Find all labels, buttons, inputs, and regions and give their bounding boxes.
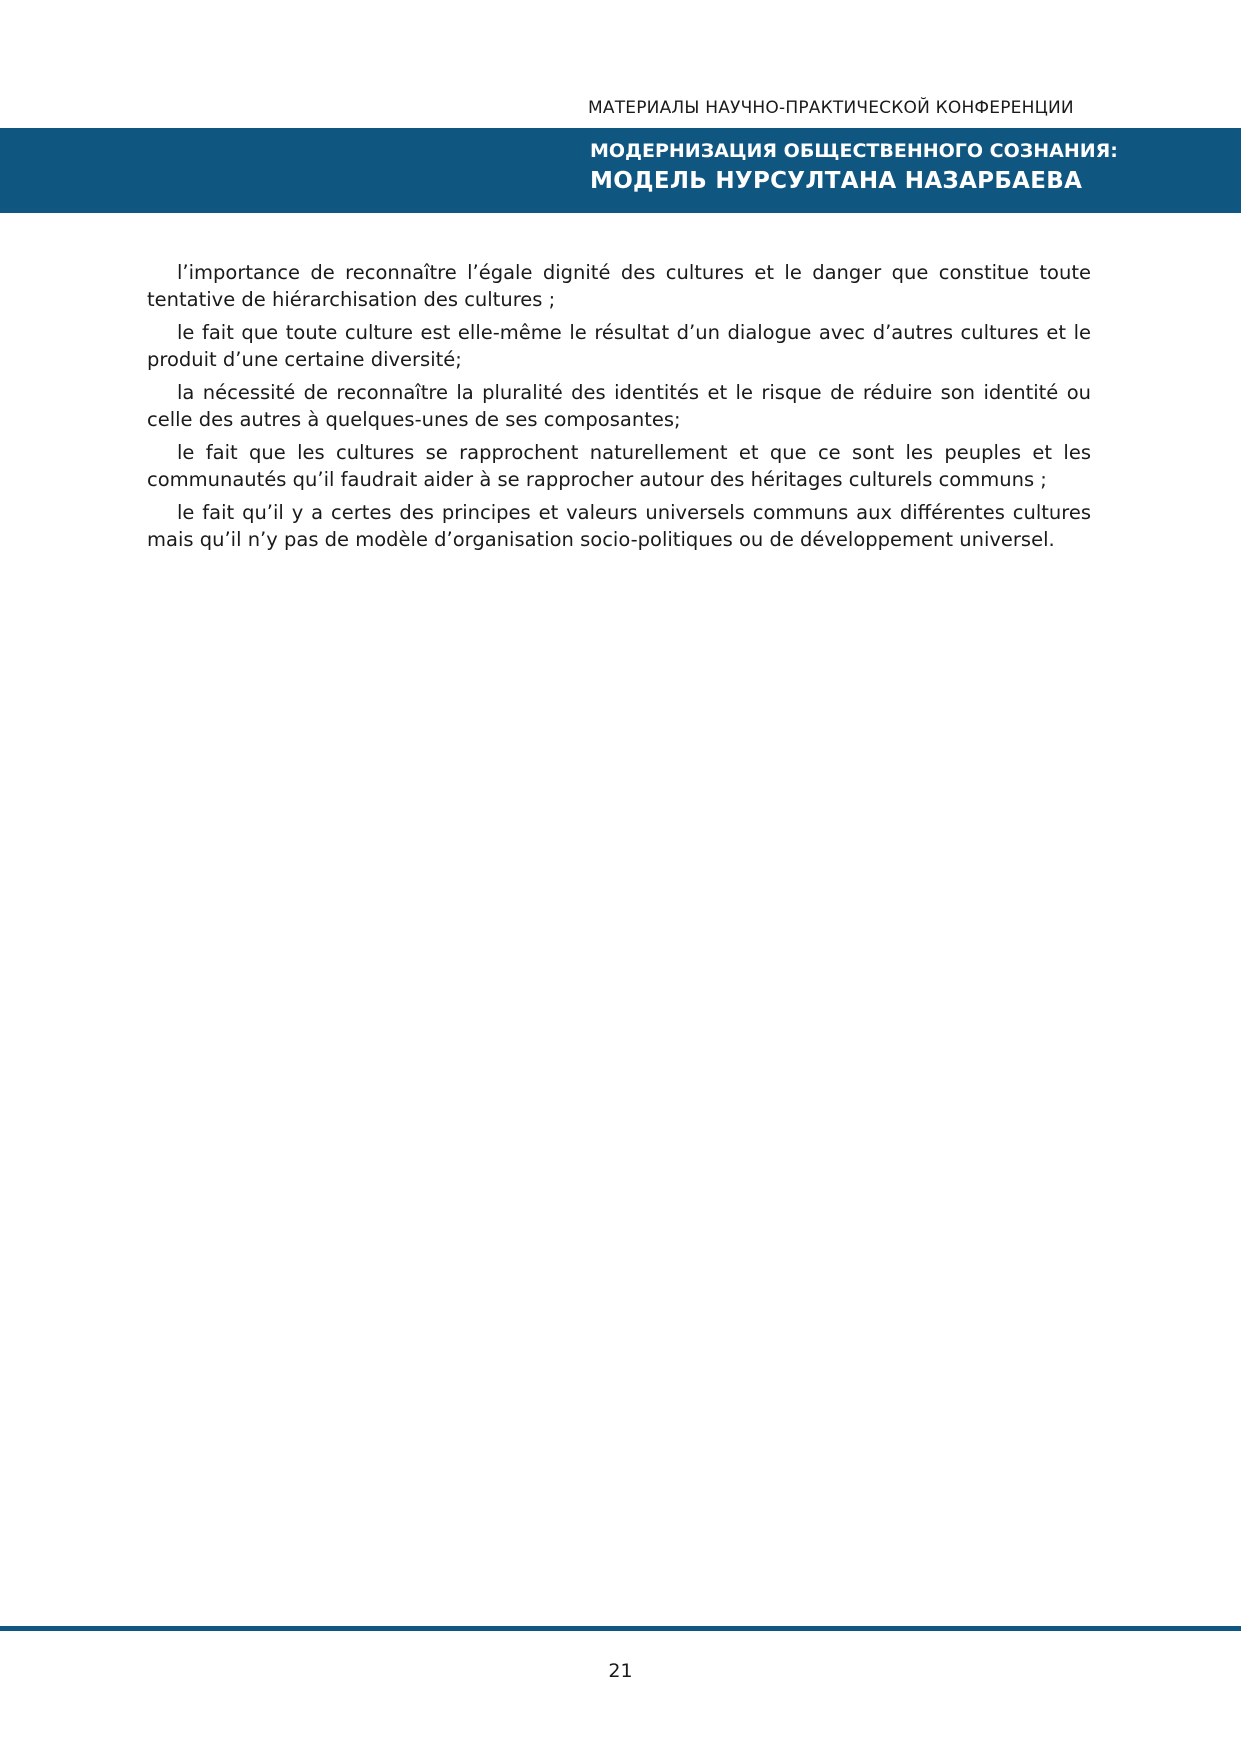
header-title-line2: МОДЕЛЬ НУРСУЛТАНА НАЗАРБАЕВА (590, 168, 1083, 194)
paragraph: la nécessité de reconnaître la pluralité des identités et le risque de réduire son identité ou celle des autres à quelques-unes de ses composantes; (147, 381, 1091, 431)
paragraph: le fait que les cultures se rapprochent naturellement et que ce sont les peuples et les communautés qu’il faudrait aider à se rapprocher autour des héritages culturels communs ; (147, 441, 1091, 491)
header-title-line1: МОДЕРНИЗАЦИЯ ОБЩЕСТВЕННОГО СОЗНАНИЯ: (590, 140, 1118, 162)
running-header-series: МАТЕРИАЛЫ НАУЧНО-ПРАКТИЧЕСКОЙ КОНФЕРЕНЦИИ (588, 98, 1074, 118)
paragraph: le fait que toute culture est elle-même le résultat d’un dialogue avec d’autres cultures et le produit d’une certaine diversité; (147, 321, 1091, 371)
footer-divider (0, 1626, 1241, 1631)
paragraph: le fait qu’il y a certes des principes et valeurs universels communs aux différentes cultures mais qu’il n’y pas de modèle d’organisation socio-politiques ou de développement universel. (147, 501, 1091, 551)
header-band (0, 128, 1241, 213)
body-text (147, 259, 1091, 559)
page-number: 21 (608, 1660, 633, 1682)
paragraph: l’importance de reconnaître l’égale dignité des cultures et le danger que constitue toute tentative de hiérarchisation des cultures ; (147, 261, 1091, 311)
